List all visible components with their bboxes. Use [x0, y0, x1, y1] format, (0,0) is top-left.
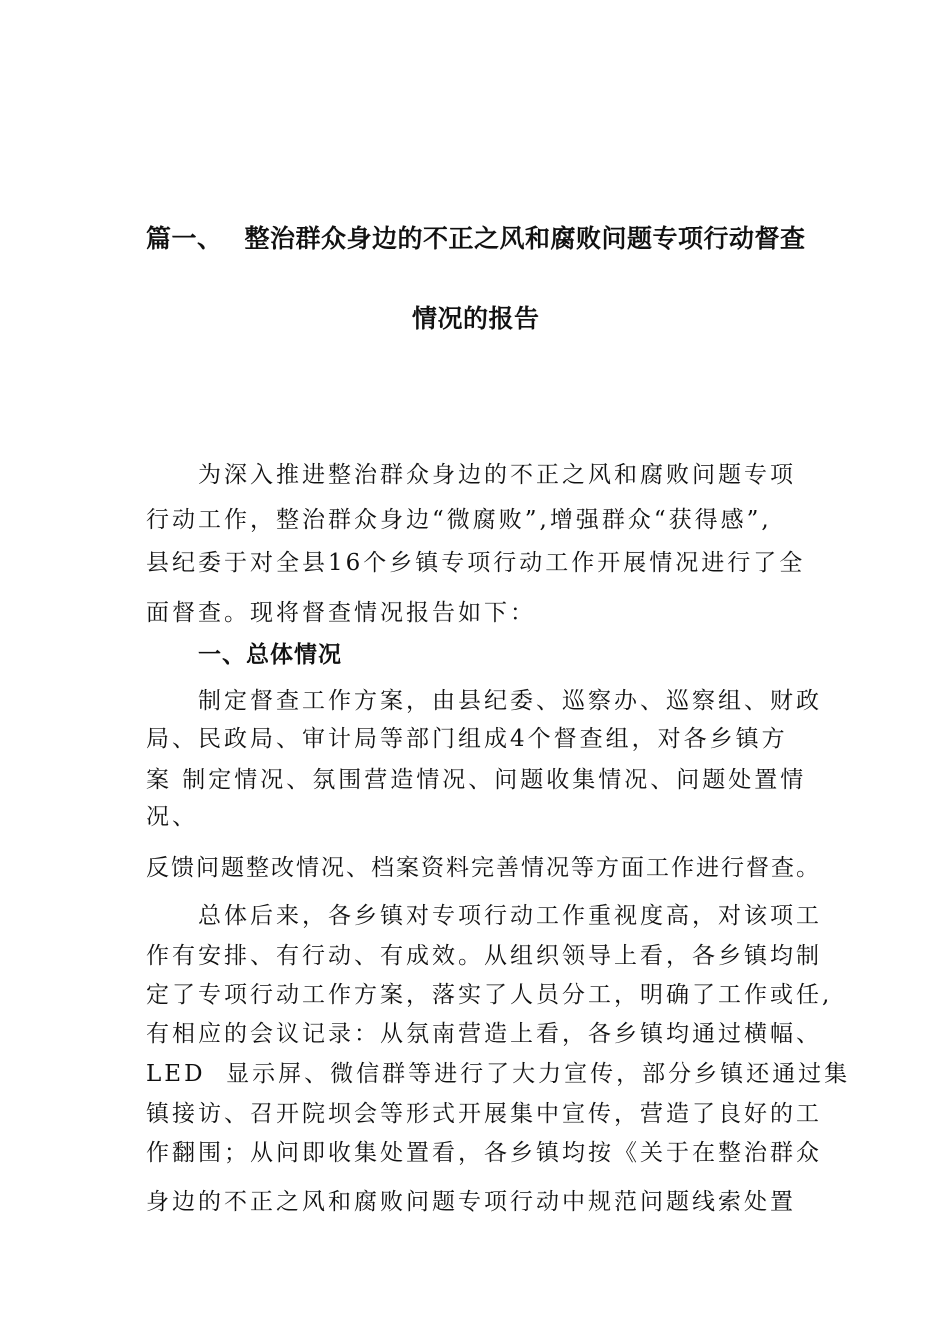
para1-line-4: 况、 [146, 804, 198, 830]
intro-line-3: 县纪委于对全县16个乡镇专项行动工作开展情况进行了全 [146, 550, 806, 576]
para2-line-5: LED 显示屏、微信群等进行了大力宣传，部分乡镇还通过集 [146, 1061, 851, 1087]
para1-line-2: 局、民政局、审计局等部门组成4个督查组，对各乡镇方 [146, 726, 788, 752]
intro-line-1: 为深入推进整治群众身边的不正之风和腐败问题专项 [198, 462, 796, 488]
title-main: 整治群众身边的不正之风和腐败问题专项行动督查 [244, 224, 806, 253]
intro-line-4: 面督查。现将督查情况报告如下： [146, 600, 536, 626]
section-heading: 一、总体情况 [198, 642, 342, 668]
document-title-line-2: 情况的报告 [412, 304, 540, 333]
para2-line-7: 作翻围；从问即收集处置看，各乡镇均按《关于在整治群众 [146, 1140, 822, 1166]
para1-line-5: 反馈问题整改情况、档案资料完善情况等方面工作进行督查。 [146, 855, 821, 881]
para2-line-6: 镇接访、召开院坝会等形式开展集中宣传，营造了良好的工 [146, 1101, 822, 1127]
para2-line-8: 身边的不正之风和腐败问题专项行动中规范问题线索处置 [146, 1189, 796, 1215]
document-title-line-1 [146, 219, 806, 255]
para2-line-3: 定了专项行动工作方案，落实了人员分工，明确了工作或任, [146, 982, 833, 1008]
para2-line-4: 有相应的会议记录：从氛南营造上看，各乡镇均通过横幅、 [146, 1021, 822, 1047]
para1-line-1: 制定督查工作方案，由县纪委、巡察办、巡察组、财政 [198, 688, 822, 714]
para1-line-3: 案 制定情况、氛围营造情况、问题收集情况、问题处置情 [146, 767, 807, 793]
title-prefix: 篇一、 [146, 224, 223, 253]
intro-line-2: 行动工作，整治群众身边“微腐败”,增强群众“获得感”, [146, 507, 772, 533]
para2-line-2: 作有安排、有行动、有成效。从组织领导上看，各乡镇均制 [146, 943, 822, 969]
para2-line-1: 总体后来，各乡镇对专项行动工作重视度高，对该项工 [198, 903, 822, 929]
